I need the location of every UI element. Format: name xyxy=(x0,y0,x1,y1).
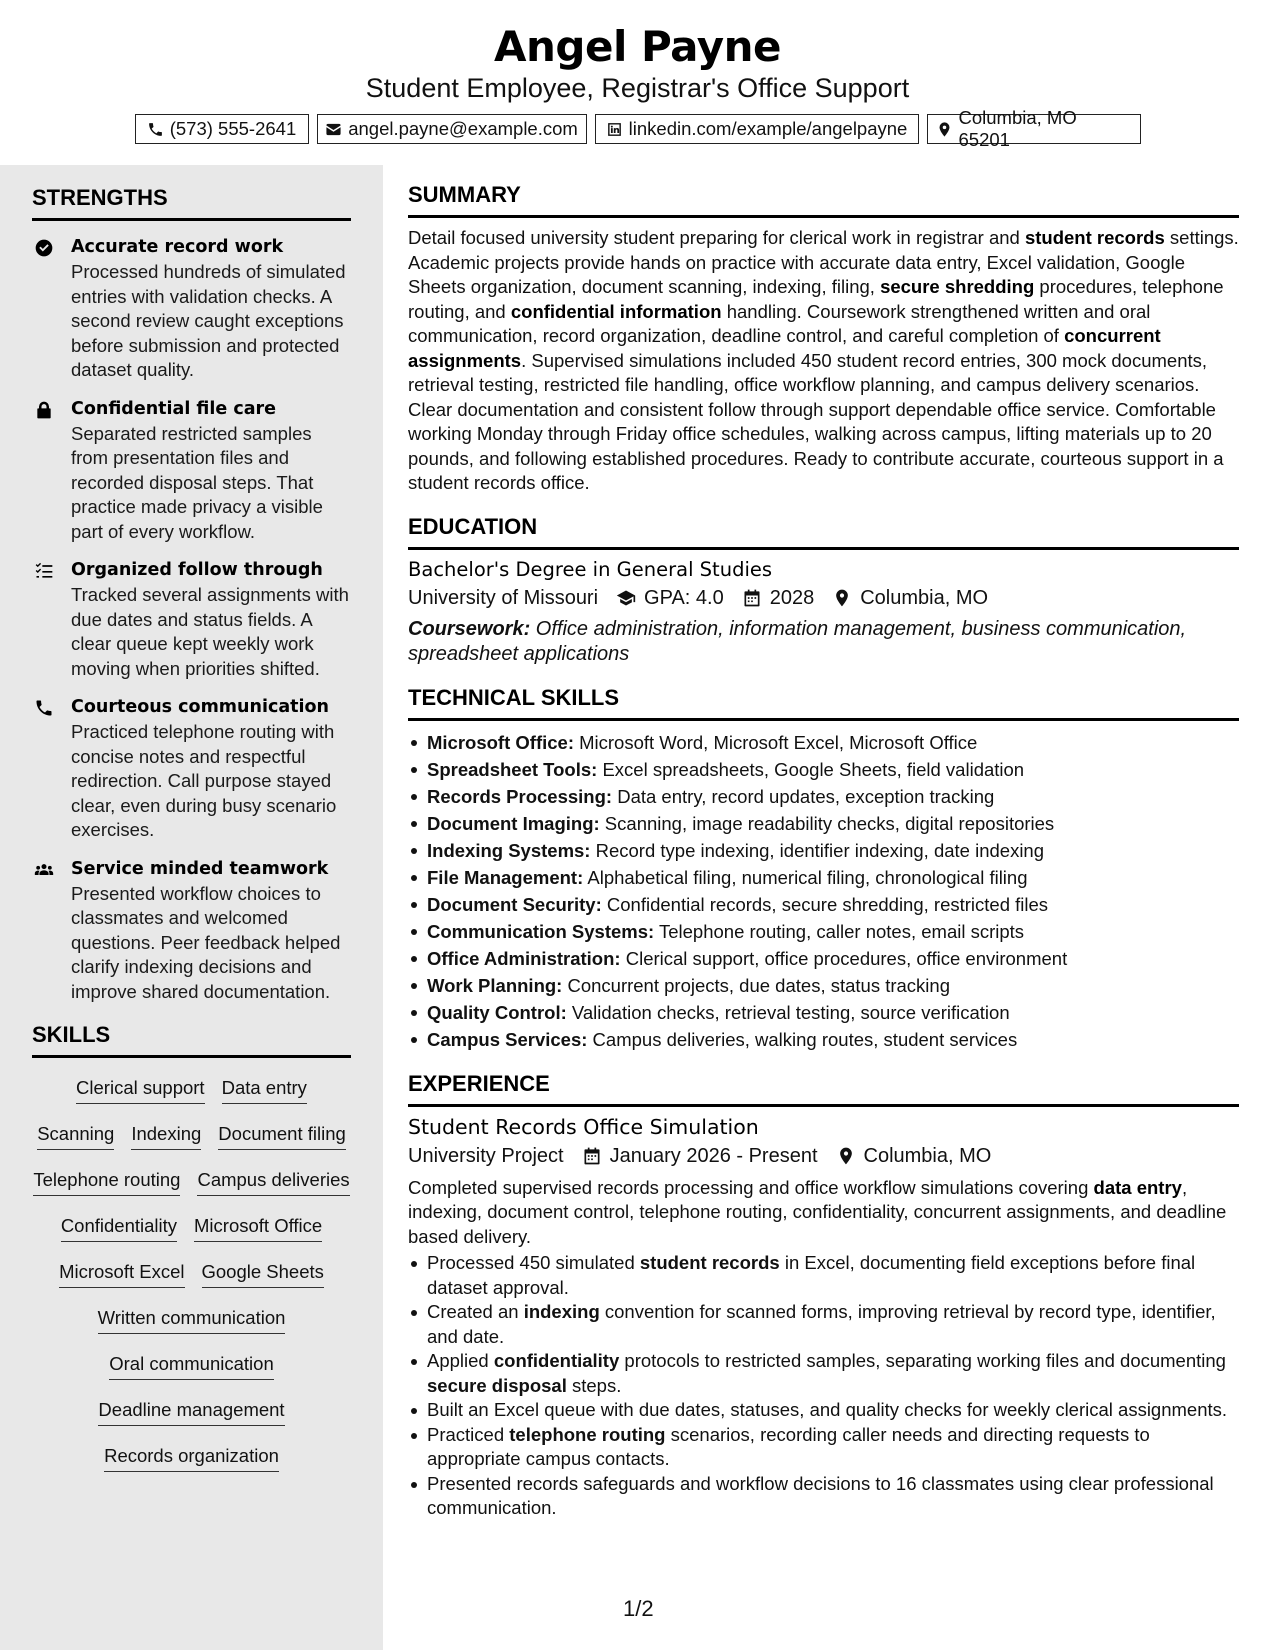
skill-tag: Deadline management xyxy=(98,1394,284,1426)
skill-value: Clerical support, office procedures, office environment xyxy=(620,947,1068,969)
checklist-icon xyxy=(34,561,54,581)
position-title: Student Records Office Simulation xyxy=(408,1114,759,1139)
skill-value: Excel spreadsheets, Google Sheets, field validation xyxy=(597,758,1025,780)
skill-value: Microsoft Word, Microsoft Excel, Microsoft Office xyxy=(573,731,978,753)
date-range: January 2026 - Present xyxy=(609,1144,818,1167)
list-item xyxy=(408,783,1239,810)
users-icon xyxy=(34,860,54,880)
map-pin-icon xyxy=(936,121,953,138)
envelope-icon xyxy=(325,121,342,138)
experience-section xyxy=(408,1071,1239,1521)
sidebar xyxy=(0,165,383,1650)
strength-item xyxy=(32,397,351,545)
phone-icon xyxy=(147,121,164,138)
skill-label: Indexing Systems: xyxy=(427,839,591,861)
skill-label: Office Administration: xyxy=(427,947,621,969)
skill-tag: Oral communication xyxy=(109,1348,274,1380)
linkedin-icon xyxy=(606,121,623,138)
skill-value: Confidential records, secure shredding, restricted files xyxy=(601,893,1049,915)
skill-value: Data entry, record updates, exception tracking xyxy=(612,785,995,807)
contact-bar xyxy=(0,107,1275,150)
list-item xyxy=(408,837,1239,864)
list-item xyxy=(408,729,1239,756)
bold-phrase: confidentiality xyxy=(493,1350,620,1371)
summary-heading: SUMMARY xyxy=(408,182,1239,218)
education-section xyxy=(408,514,1239,667)
lock-icon xyxy=(34,400,54,420)
summary-text: Detail focused university student preparing for clerical work in registrar and student records settings. Academic projects provide hands on practice with accurate data entry, Excel validation, Google Sheets organization, document scanning, indexing, filing, secure shredding procedures, telephone routing, and confidential information handling. Coursework strengthened written and oral communication, record organization, deadline control, and careful completion of concurrent assignments. Supervised simulations included 450 student record entries, 300 mock documents, retrieval testing, restricted file handling, office workflow planning, and campus delivery scenarios. Clear documentation and consistent follow through support dependable office service. Comfortable working Monday through Friday office schedules, walking across campus, lifting materials up to 20 pounds, and following established procedures. Ready to contribute accurate, courteous support in a student records office. xyxy=(408,227,1239,493)
skill-tag: Microsoft Office xyxy=(194,1210,322,1242)
contact-email[interactable] xyxy=(317,114,587,144)
skills-heading: SKILLS xyxy=(32,1022,351,1058)
strength-title: Organized follow through xyxy=(71,560,323,580)
strength-desc: Tracked several assignments with due dates and status fields. A clear queue kept weekly work moving when priorities shifted. xyxy=(71,584,349,679)
bold-phrase: indexing xyxy=(523,1301,600,1322)
map-pin-icon xyxy=(836,1146,856,1166)
skill-tag: Document filing xyxy=(218,1118,346,1150)
list-item: Presented records safeguards and workflow decisions to 16 classmates using clear professional communication. xyxy=(408,1472,1239,1521)
skill-label: Document Imaging: xyxy=(427,812,600,834)
skill-value: Validation checks, retrieval testing, source verification xyxy=(566,1001,1010,1023)
contact-location xyxy=(927,107,1141,150)
list-item xyxy=(408,810,1239,837)
skill-value: Telephone routing, caller notes, email scripts xyxy=(654,920,1025,942)
list-item xyxy=(408,918,1239,945)
skill-tag: Microsoft Excel xyxy=(59,1256,184,1288)
bold-phrase: telephone routing xyxy=(509,1423,666,1445)
skill-value: Alphabetical filing, numerical filing, chronological filing xyxy=(583,866,1028,888)
strength-desc: Separated restricted samples from presentation files and recorded disposal steps. That practice made privacy a visible part of every workflow. xyxy=(71,422,323,542)
experience-bullets xyxy=(408,1251,1239,1521)
skill-tag: Clerical support xyxy=(76,1072,205,1104)
list-item xyxy=(408,945,1239,972)
technical-skills-section xyxy=(408,685,1239,1053)
experience-heading: EXPERIENCE xyxy=(408,1071,1239,1107)
strength-desc: Practiced telephone routing with concise notes and respectful redirection. Call purpose stayed clear, even during busy scenario exercises. xyxy=(71,721,337,840)
job-title: Student Employee, Registrar's Office Support xyxy=(365,73,910,103)
bold-phrase: student records xyxy=(1024,227,1165,248)
education-heading: EDUCATION xyxy=(408,514,1239,550)
skill-tag: Records organization xyxy=(104,1440,279,1472)
contact-phone[interactable] xyxy=(135,114,309,144)
skill-label: Quality Control: xyxy=(427,1001,567,1023)
strength-item xyxy=(32,857,351,1005)
contact-email-text: angel.payne@example.com xyxy=(348,118,578,139)
bold-phrase: student records xyxy=(639,1252,780,1273)
strength-title: Accurate record work xyxy=(71,237,284,257)
list-item: Processed 450 simulated student records in Excel, documenting field exceptions before final dataset approval. xyxy=(408,1251,1239,1300)
list-item xyxy=(408,999,1239,1026)
education-meta xyxy=(408,587,1239,610)
skill-tag: Scanning xyxy=(37,1118,114,1150)
skill-tag: Confidentiality xyxy=(61,1210,177,1242)
map-pin-icon xyxy=(832,588,852,608)
list-item xyxy=(408,756,1239,783)
calendar-icon xyxy=(582,1146,602,1166)
skill-tag: Google Sheets xyxy=(202,1256,324,1288)
strength-item xyxy=(32,695,351,843)
bold-phrase: secure disposal xyxy=(427,1374,567,1396)
bold-phrase: data entry xyxy=(1093,1176,1182,1198)
coursework-label: Coursework: xyxy=(408,617,531,640)
skills-tag-list xyxy=(32,1072,351,1486)
technical-skills-list xyxy=(408,729,1239,1053)
skill-label: Campus Services: xyxy=(427,1028,588,1050)
school-name: University of Missouri xyxy=(408,586,599,609)
strength-title: Courteous communication xyxy=(71,697,329,717)
degree-title: Bachelor's Degree in General Studies xyxy=(408,557,773,581)
skill-label: File Management: xyxy=(427,866,584,888)
skill-label: Work Planning: xyxy=(427,974,563,996)
experience-description: Completed supervised records processing and office workflow simulations covering data entry, indexing, document control, telephone routing, confidentiality, concurrent assignments, and deadline based delivery. xyxy=(408,1176,1227,1247)
skill-tag: Written communication xyxy=(98,1302,286,1334)
list-item: Applied confidentiality protocols to restricted samples, separating working files and documenting secure disposal steps. xyxy=(408,1349,1239,1398)
strength-title: Service minded teamwork xyxy=(71,858,329,879)
strengths-heading: STRENGTHS xyxy=(32,185,351,221)
skill-value: Campus deliveries, walking routes, student services xyxy=(587,1028,1018,1050)
list-item xyxy=(408,972,1239,999)
bold-phrase: secure shredding xyxy=(880,276,1035,297)
coursework-list: Office administration, information management, business communication, spreadsheet applications xyxy=(408,617,1187,665)
skill-tag: Telephone routing xyxy=(33,1164,180,1196)
coursework xyxy=(408,617,1239,667)
skill-label: Communication Systems: xyxy=(427,920,655,942)
strength-desc: Processed hundreds of simulated entries with validation checks. A second review caught exceptions before submission and protected dataset quality. xyxy=(71,261,346,380)
candidate-name: Angel Payne xyxy=(494,22,781,71)
graduation-cap-icon xyxy=(616,588,636,608)
list-item: Created an indexing convention for scanned forms, improving retrieval by record type, identifier, and date. xyxy=(408,1300,1239,1349)
skill-label: Spreadsheet Tools: xyxy=(427,758,598,780)
list-item xyxy=(408,1026,1239,1053)
skill-label: Microsoft Office: xyxy=(427,731,574,753)
school-location: Columbia, MO xyxy=(860,586,989,609)
main-column xyxy=(408,182,1239,1521)
experience-meta xyxy=(408,1145,1239,1168)
list-item xyxy=(408,864,1239,891)
bold-phrase: concurrent assignments xyxy=(408,325,1161,371)
strength-desc: Presented workflow choices to classmates and welcomed questions. Peer feedback helped clarify indexing decisions and improve shared documentation. xyxy=(71,882,341,1002)
check-circle-icon xyxy=(34,238,54,258)
organization: University Project xyxy=(408,1144,564,1167)
bold-phrase: confidential information xyxy=(510,300,722,322)
skill-label: Document Security: xyxy=(427,893,602,915)
phone-icon xyxy=(34,698,54,718)
list-item: Practiced telephone routing scenarios, recording caller needs and directing requests to appropriate campus contacts. xyxy=(408,1423,1239,1472)
skill-value: Concurrent projects, due dates, status tracking xyxy=(562,974,950,996)
technical-skills-heading: TECHNICAL SKILLS xyxy=(408,685,1239,721)
skill-tag: Indexing xyxy=(131,1118,201,1150)
page-number: 1/2 xyxy=(623,1596,654,1621)
list-item: Built an Excel queue with due dates, statuses, and quality checks for weekly clerical assignments. xyxy=(408,1398,1239,1423)
contact-linkedin[interactable] xyxy=(595,114,919,144)
gpa: GPA: 4.0 xyxy=(644,586,724,609)
list-item xyxy=(408,891,1239,918)
strength-item xyxy=(32,235,351,383)
summary-section xyxy=(408,182,1239,496)
experience-location: Columbia, MO xyxy=(863,1144,992,1167)
skill-label: Records Processing: xyxy=(427,785,613,807)
skill-tag: Campus deliveries xyxy=(197,1164,349,1196)
contact-location-text: Columbia, MO 65201 xyxy=(958,107,1077,150)
calendar-icon xyxy=(742,588,762,608)
graduation-year: 2028 xyxy=(769,586,815,609)
skill-value: Record type indexing, identifier indexing, date indexing xyxy=(590,839,1045,861)
contact-phone-text: (573) 555-2641 xyxy=(169,118,297,139)
strength-item xyxy=(32,558,351,681)
skill-tag: Data entry xyxy=(222,1072,307,1104)
skill-value: Scanning, image readability checks, digital repositories xyxy=(599,812,1055,834)
contact-linkedin-text: linkedin.com/example/angelpayne xyxy=(628,118,908,139)
strength-title: Confidential file care xyxy=(71,398,277,419)
